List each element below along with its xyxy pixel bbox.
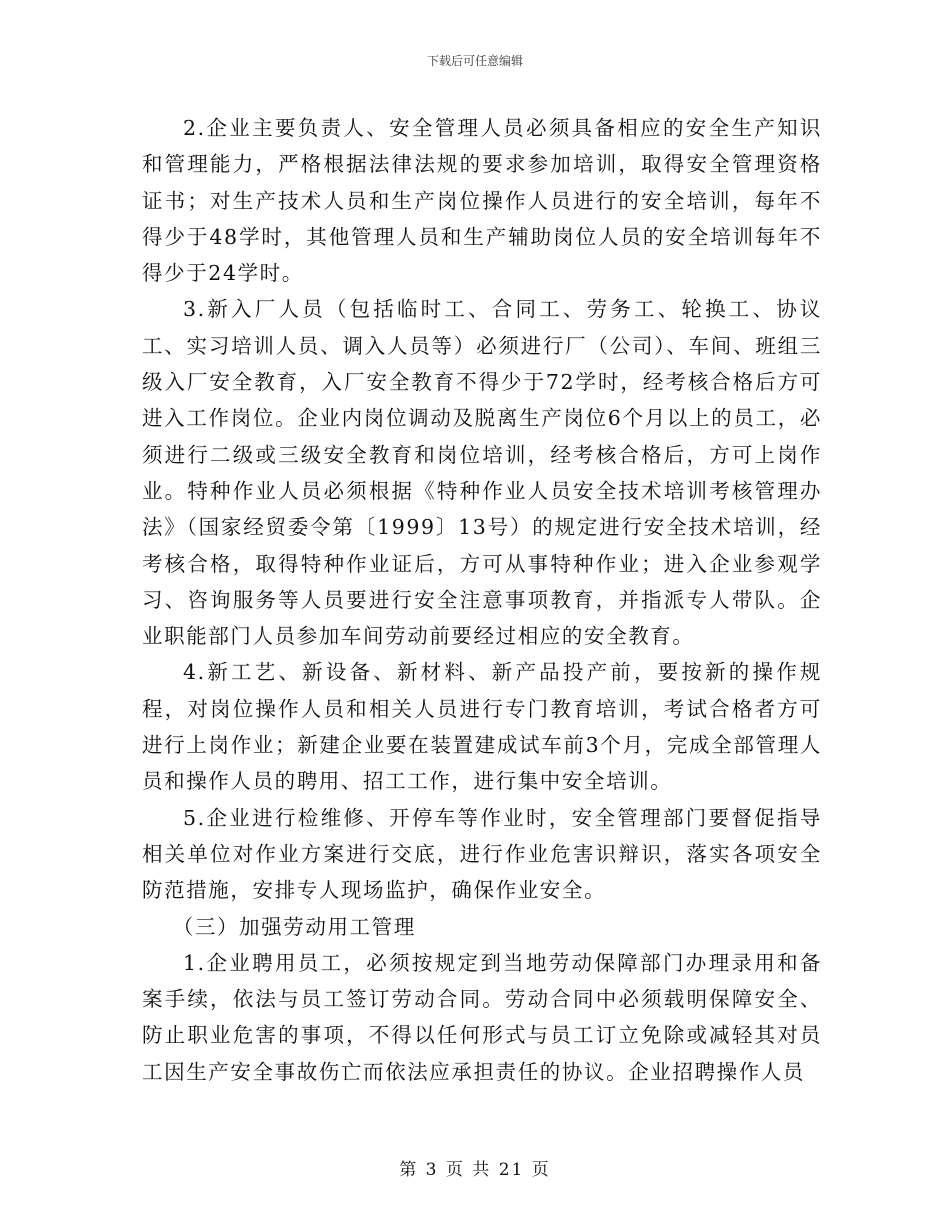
paragraph-item-5: 5.企业进行检维修、开停车等作业时，安全管理部门要督促指导相关单位对作业方案进行交底，进行作业危害识辩识，落实各项安全防范措施，安排专人现场监护，确保作业安全。	[142, 805, 822, 903]
page-header-note: 下载后可任意编辑	[426, 54, 523, 68]
document-body	[142, 110, 822, 1090]
section-heading: （三）加强劳动用工管理	[172, 914, 416, 939]
page-number-footer: 第 3 页 共 21 页	[399, 1160, 551, 1180]
section-paragraph-1: 1.企业聘用员工，必须按规定到当地劳动保障部门办理录用和备案手续，依法与员工签订劳动合同。劳动合同中必须载明保障安全、防止职业危害的事项，不得以任何形式与员工订立免除或减轻其对员工因生产安全事故伤亡而依法应承担责任的协议。企业招聘操作人员	[142, 950, 822, 1084]
paragraph-item-3: 3.新入厂人员（包括临时工、合同工、劳务工、轮换工、协议工、实习培训人员、调入人员等）必须进行厂（公司）、车间、班组三级入厂安全教育，入厂安全教育不得少于72学时，经考核合格后方可进入工作岗位。企业内岗位调动及脱离生产岗位6个月以上的员工，必须进行二级或三级安全教育和岗位培训，经考核合格后，方可上岗作业。特种作业人员必须根据《特种作业人员安全技术培训考核管理办法》（国家经贸委令第〔1999〕13号）的规定进行安全技术培训，经考核合格，取得特种作业证后，方可从事特种作业；进入企业参观学习、咨询服务等人员要进行安全注意事项教育，并指派专人带队。企业职能部门人员参加车间劳动前要经过相应的安全教育。	[142, 297, 822, 649]
paragraph-item-4: 4.新工艺、新设备、新材料、新产品投产前，要按新的操作规程，对岗位操作人员和相关人员进行专门教育培训，考试合格者方可进行上岗作业；新建企业要在装置建成试车前3个月，完成全部管理人员和操作人员的聘用、招工工作，进行集中安全培训。	[142, 660, 822, 794]
paragraph-item-2: 2.企业主要负责人、安全管理人员必须具备相应的安全生产知识和管理能力，严格根据法律法规的要求参加培训，取得安全管理资格证书；对生产技术人员和生产岗位操作人员进行的安全培训，每年不得少于48学时，其他管理人员和生产辅助岗位人员的安全培训每年不得少于24学时。	[142, 116, 822, 286]
